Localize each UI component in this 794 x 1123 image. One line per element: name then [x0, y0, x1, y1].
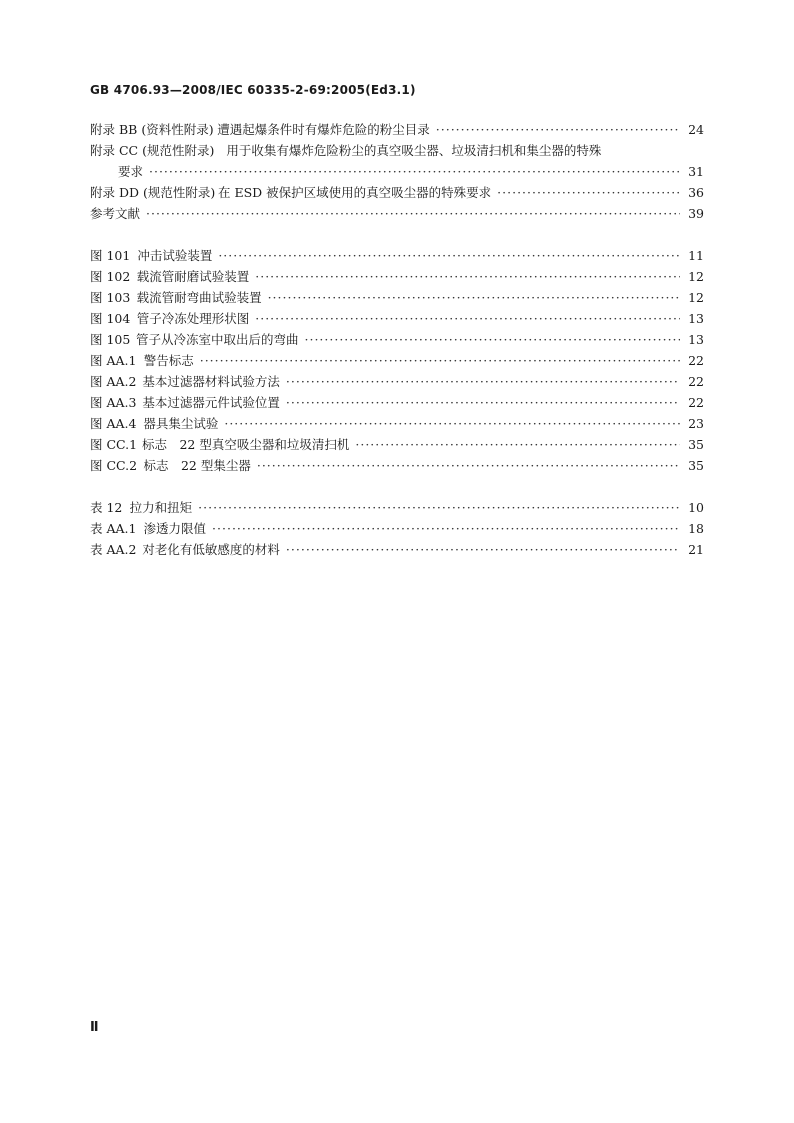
- toc-entry-title: 管子冷冻处理形状图: [136, 311, 250, 326]
- toc-entry[interactable]: [90, 287, 704, 308]
- toc-entry-title: 基本过滤器元件试验位置: [142, 395, 280, 410]
- toc-entry-title: 渗透力限值: [143, 521, 207, 536]
- toc-entry-page: 31: [688, 164, 704, 179]
- toc-entry-continuation[interactable]: [90, 161, 704, 182]
- toc-entry[interactable]: [90, 266, 704, 287]
- toc-tables: [90, 497, 704, 560]
- toc-leader: [355, 434, 680, 455]
- toc-entry-page: 24: [688, 122, 704, 137]
- toc-entry-page: 22: [688, 353, 704, 368]
- toc-entry[interactable]: [90, 308, 704, 329]
- toc-leader: [286, 392, 680, 413]
- toc-entry-label: 附录 BB (资料性附录): [90, 122, 214, 137]
- toc-entry[interactable]: [90, 455, 704, 476]
- toc-entry-label: 图 AA.1: [90, 353, 137, 368]
- toc-entry-page: 18: [688, 521, 704, 536]
- toc-entry[interactable]: [90, 329, 704, 350]
- toc-entry-page: 23: [688, 416, 704, 431]
- toc-entry-page: 10: [688, 500, 704, 515]
- toc-entry-label: 图 AA.2: [90, 374, 137, 389]
- toc-leader: [257, 455, 680, 476]
- toc-leader: [286, 371, 680, 392]
- toc-entry[interactable]: [90, 140, 704, 161]
- toc-entry-title: 拉力和扭矩: [129, 500, 193, 515]
- toc-entry[interactable]: [90, 350, 704, 371]
- toc-leader: [255, 266, 680, 287]
- toc-entry-title: 用于收集有爆炸危险粉尘的真空吸尘器、垃圾清扫机和集尘器的特殊: [226, 143, 602, 158]
- toc-entry-page: 22: [688, 395, 704, 410]
- toc-entry-title: 在 ESD 被保护区域使用的真空吸尘器的特殊要求: [218, 185, 492, 200]
- toc-entry[interactable]: [90, 182, 704, 203]
- toc-entry-page: 13: [688, 311, 704, 326]
- toc-leader: [268, 287, 680, 308]
- toc-entry-label: 图 AA.3: [90, 395, 137, 410]
- toc-entry[interactable]: [90, 413, 704, 434]
- toc-entry-label: 图 102: [90, 269, 131, 284]
- toc-entry-title: 标志 22 型真空吸尘器和垃圾清扫机: [141, 437, 350, 452]
- toc-leader: [146, 203, 680, 224]
- toc-entry-label: 图 103: [90, 290, 131, 305]
- toc-entry-page: 36: [688, 185, 704, 200]
- toc-entry[interactable]: [90, 371, 704, 392]
- toc-entry-label: 表 12: [90, 500, 123, 515]
- toc-entry-title: 遭遇起爆条件时有爆炸危险的粉尘目录: [217, 122, 430, 137]
- toc-entry-page: 11: [688, 248, 704, 263]
- toc-leader: [212, 518, 680, 539]
- toc-entry-page: 21: [688, 542, 704, 557]
- toc-entry-title: 载流管耐磨试验装置: [136, 269, 250, 284]
- toc-entry-page: 12: [688, 269, 704, 284]
- toc-entry-page: 22: [688, 374, 704, 389]
- toc-entry-label: 表 AA.2: [90, 542, 137, 557]
- toc-entry-title: 冲击试验装置: [137, 248, 213, 263]
- toc-entry-label: 附录 DD (规范性附录): [90, 185, 216, 200]
- toc-entry-label: 图 CC.1: [90, 437, 138, 452]
- toc-leader: [286, 539, 680, 560]
- toc-entry-label: 附录 CC (规范性附录): [90, 143, 215, 158]
- toc-leader: [218, 245, 680, 266]
- toc-leader: [436, 119, 680, 140]
- toc-leader: [149, 161, 680, 182]
- toc-figures: [90, 245, 704, 476]
- toc-entry-label: 图 104: [90, 311, 131, 326]
- toc-entry[interactable]: [90, 392, 704, 413]
- toc-entry-title: 基本过滤器材料试验方法: [142, 374, 280, 389]
- toc-entry-page: 12: [688, 290, 704, 305]
- toc-entry-label: 图 105: [90, 332, 131, 347]
- toc-entry-title-cont: 要求: [118, 164, 144, 179]
- toc-entry-title: 标志 22 型集尘器: [143, 458, 251, 473]
- toc-leader: [255, 308, 680, 329]
- toc-leader: [497, 182, 680, 203]
- toc-leader: [198, 497, 680, 518]
- toc-leader: [305, 329, 680, 350]
- toc-annexes: [90, 119, 704, 224]
- toc-entry-title: 管子从冷冻室中取出后的弯曲: [136, 332, 299, 347]
- toc-entry-label: 表 AA.1: [90, 521, 137, 536]
- toc-entry-page: 35: [688, 458, 704, 473]
- toc-entry-title: 警告标志: [143, 353, 194, 368]
- page-header-standard: GB 4706.93—2008/IEC 60335-2-69:2005(Ed3.1): [90, 83, 416, 97]
- toc-entry-label: 图 101: [90, 248, 131, 263]
- toc-entry-title: 载流管耐弯曲试验装置: [136, 290, 262, 305]
- toc-leader: [200, 350, 680, 371]
- toc-leader: [224, 413, 680, 434]
- toc-entry-label: 参考文献: [90, 206, 141, 221]
- toc-entry-title: 器具集尘试验: [143, 416, 219, 431]
- toc-entry-title: 对老化有低敏感度的材料: [142, 542, 280, 557]
- toc-entry-label: 图 CC.2: [90, 458, 138, 473]
- toc-entry[interactable]: [90, 497, 704, 518]
- toc-entry-page: 39: [688, 206, 704, 221]
- toc-entry[interactable]: [90, 434, 704, 455]
- toc-entry-page: 35: [688, 437, 704, 452]
- toc-entry[interactable]: [90, 203, 704, 224]
- toc-entry-page: 13: [688, 332, 704, 347]
- toc-entry[interactable]: [90, 539, 704, 560]
- toc-entry[interactable]: [90, 119, 704, 140]
- toc-entry-label: 图 AA.4: [90, 416, 137, 431]
- page-number: Ⅱ: [90, 1020, 99, 1035]
- toc-entry[interactable]: [90, 518, 704, 539]
- toc-entry[interactable]: [90, 245, 704, 266]
